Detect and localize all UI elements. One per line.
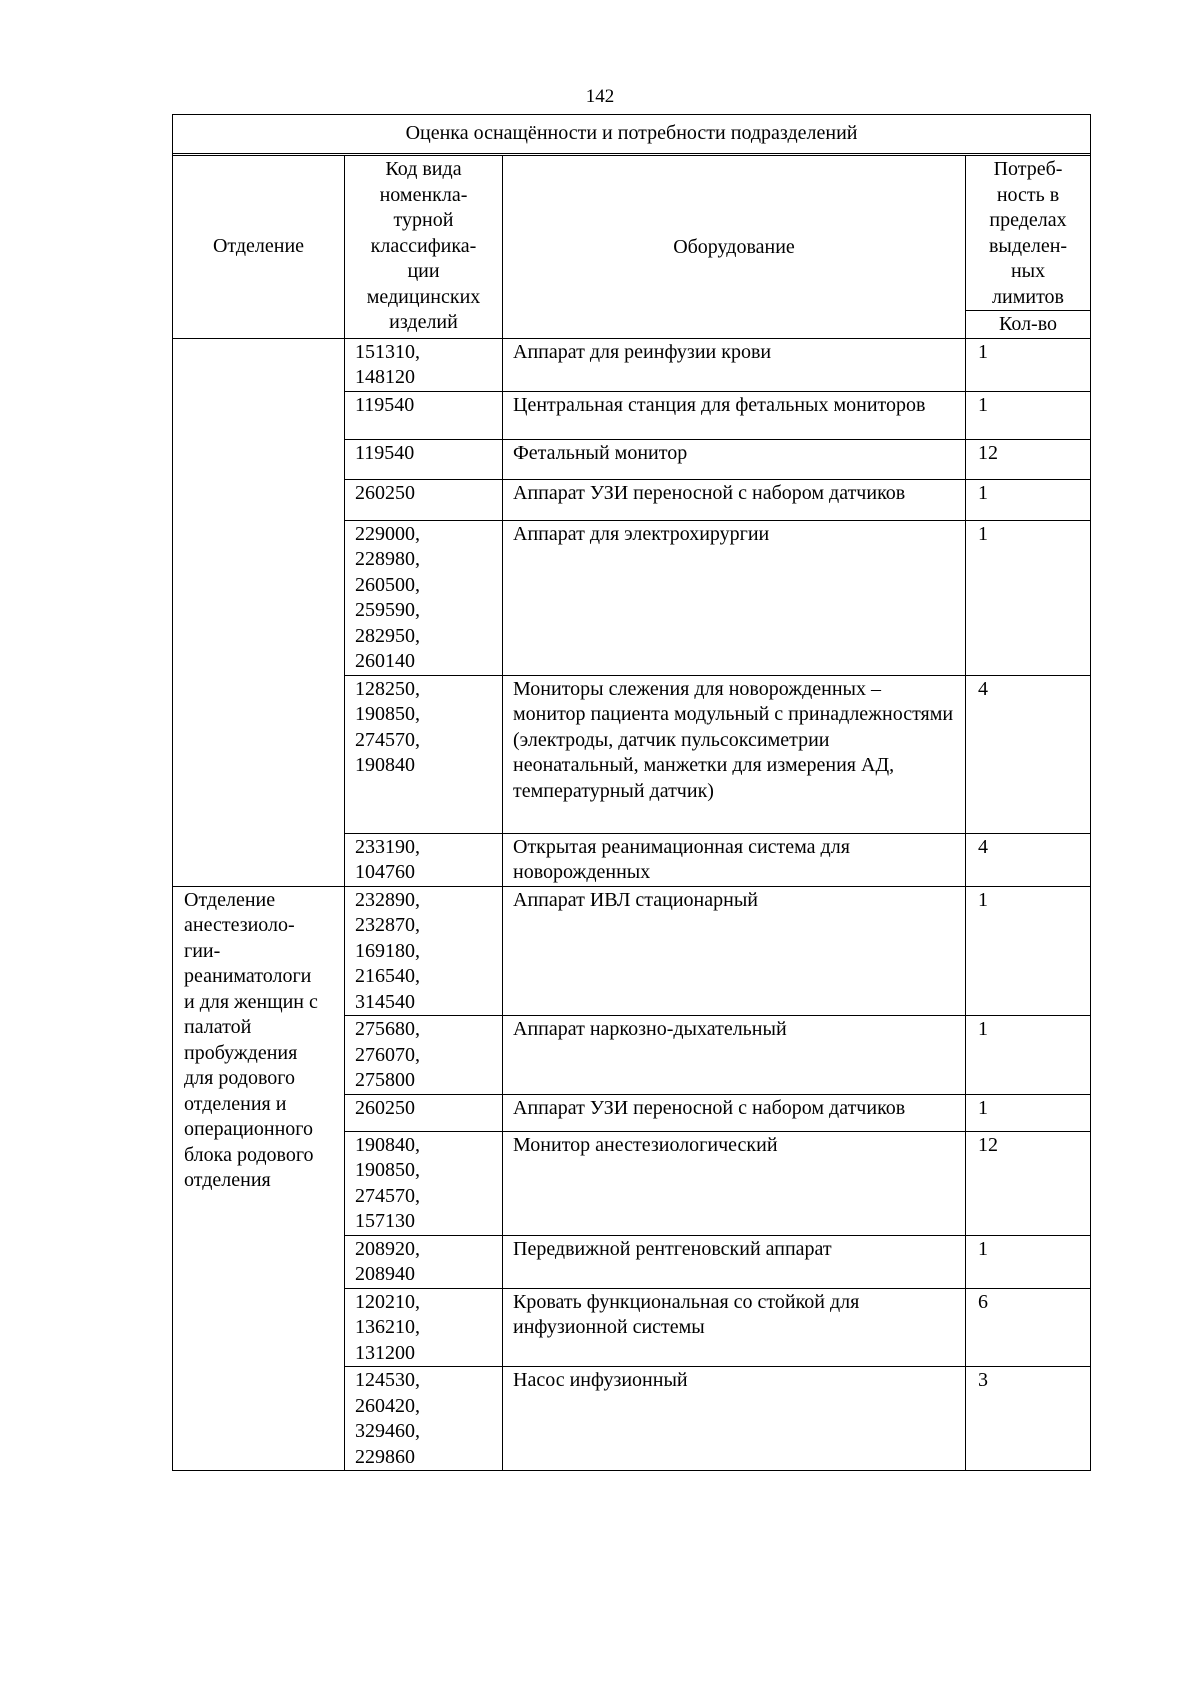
- code-line: 260500,: [355, 573, 420, 596]
- code-line: 190850,: [355, 1159, 420, 1181]
- code-line: 282950,: [355, 624, 420, 647]
- code-line: 169180,: [355, 939, 420, 962]
- header-need-line: ность в: [996, 183, 1060, 206]
- header-code-line: изделий: [389, 311, 458, 333]
- equipment-cell: Центральная станция для фетальных мониторов: [503, 391, 966, 439]
- code-line: 190840: [355, 754, 415, 776]
- quantity-cell: 1: [966, 479, 1091, 520]
- equipment-cell: Аппарат для реинфузии крови: [503, 338, 966, 391]
- table-row: [173, 338, 1091, 391]
- department-line: операционного: [184, 1118, 313, 1140]
- code-line: 216540,: [355, 965, 420, 987]
- code-cell: [345, 1016, 503, 1095]
- quantity-cell: 1: [966, 886, 1091, 1016]
- code-line: 190840,: [355, 1133, 420, 1156]
- header-code: [345, 156, 503, 339]
- equipment-cell: Аппарат УЗИ переносной с набором датчиков: [503, 479, 966, 520]
- header-code-line: медицинских: [366, 285, 481, 308]
- quantity-cell: 1: [966, 520, 1091, 675]
- equipment-cell: Монитор анестезиологический: [503, 1131, 966, 1235]
- quantity-cell: 12: [966, 1131, 1091, 1235]
- code-cell: [345, 675, 503, 833]
- table-title: Оценка оснащённости и потребности подразделений: [173, 115, 1091, 154]
- department-line: отделения и: [184, 1092, 287, 1115]
- header-need-line: ных: [1010, 260, 1046, 282]
- code-line: 119540: [355, 441, 415, 464]
- header-code-line: номенкла-: [379, 183, 468, 206]
- equipment-cell: Аппарат наркозно-дыхательный: [503, 1016, 966, 1095]
- code-line: 229000,: [355, 522, 420, 545]
- code-cell: [345, 1131, 503, 1235]
- equipment-cell: Передвижной рентгеновский аппарат: [503, 1235, 966, 1288]
- code-cell: [345, 833, 503, 886]
- code-line: 131200: [355, 1341, 415, 1364]
- code-line: 208920,: [355, 1237, 420, 1260]
- quantity-cell: 4: [966, 833, 1091, 886]
- code-line: 232890,: [355, 888, 420, 911]
- department-line: для родового: [184, 1067, 295, 1089]
- code-line: 232870,: [355, 914, 420, 936]
- quantity-cell: 1: [966, 1094, 1091, 1131]
- code-line: 190850,: [355, 703, 420, 725]
- department-line: гии-: [184, 939, 221, 962]
- department-line: Отделение: [184, 888, 276, 911]
- code-line: 151310,: [355, 340, 420, 363]
- code-cell: [345, 1367, 503, 1471]
- code-line: 119540: [355, 393, 415, 416]
- code-line: 259590,: [355, 599, 420, 621]
- table-row: [173, 886, 1091, 1016]
- quantity-cell: 4: [966, 675, 1091, 833]
- header-department: Отделение: [173, 156, 345, 339]
- code-line: 157130: [355, 1210, 415, 1232]
- equipment-cell: Кровать функциональная со стойкой для инфузионной системы: [503, 1288, 966, 1367]
- quantity-cell: 1: [966, 1016, 1091, 1095]
- department-cell: [173, 886, 345, 1471]
- equipment-cell: Аппарат УЗИ переносной с набором датчиков: [503, 1094, 966, 1131]
- code-cell: [345, 1094, 503, 1131]
- code-line: 260420,: [355, 1394, 420, 1417]
- code-line: 329460,: [355, 1420, 420, 1442]
- code-cell: [345, 338, 503, 391]
- code-cell: [345, 479, 503, 520]
- code-line: 274570,: [355, 728, 420, 751]
- header-code-line: Код вида: [385, 158, 462, 180]
- code-line: 104760: [355, 861, 415, 883]
- code-line: 229860: [355, 1445, 415, 1468]
- department-line: палатой: [184, 1016, 252, 1038]
- quantity-cell: 3: [966, 1367, 1091, 1471]
- code-line: 233190,: [355, 835, 420, 858]
- department-line: реаниматологи: [184, 965, 312, 987]
- code-cell: [345, 391, 503, 439]
- header-code-line: ции: [407, 260, 440, 282]
- header-code-line: классифика-: [370, 234, 477, 257]
- header-code-line: турной: [393, 209, 454, 231]
- equipment-cell: Аппарат ИВЛ стационарный: [503, 886, 966, 1016]
- code-line: 314540: [355, 990, 415, 1013]
- code-cell: [345, 1235, 503, 1288]
- department-line: отделения: [184, 1169, 271, 1191]
- equipment-cell: Насос инфузионный: [503, 1367, 966, 1471]
- code-cell: [345, 439, 503, 479]
- code-line: 260140: [355, 650, 415, 672]
- code-line: 124530,: [355, 1369, 420, 1391]
- header-need: [966, 156, 1091, 311]
- department-line: блока родового: [184, 1143, 314, 1166]
- code-line: 275800: [355, 1069, 415, 1091]
- page-number: 142: [585, 86, 615, 107]
- header-quantity: Кол-во: [966, 311, 1091, 339]
- department-line: анестезиоло-: [184, 914, 295, 936]
- code-line: 228980,: [355, 548, 420, 570]
- department-line: пробуждения: [184, 1041, 298, 1064]
- department-cell: [173, 338, 345, 886]
- header-need-line: лимитов: [992, 285, 1064, 308]
- code-cell: [345, 520, 503, 675]
- equipment-table: [172, 114, 1091, 1471]
- code-line: 208940: [355, 1263, 415, 1285]
- header-need-line: пределах: [989, 209, 1067, 231]
- code-line: 274570,: [355, 1184, 420, 1207]
- equipment-cell: Аппарат для электрохирургии: [503, 520, 966, 675]
- header-need-line: Потреб-: [993, 158, 1063, 180]
- department-line: и для женщин с: [184, 990, 318, 1013]
- header-equipment: Оборудование: [503, 156, 966, 339]
- table-title-row: [173, 115, 1091, 154]
- equipment-table-body: [173, 115, 1091, 1471]
- code-line: 128250,: [355, 677, 420, 700]
- quantity-cell: 1: [966, 391, 1091, 439]
- code-line: 276070,: [355, 1043, 420, 1066]
- quantity-cell: 1: [966, 338, 1091, 391]
- code-line: 260250: [355, 1096, 415, 1119]
- quantity-cell: 12: [966, 439, 1091, 479]
- code-line: 136210,: [355, 1316, 420, 1338]
- equipment-cell: Фетальный монитор: [503, 439, 966, 479]
- code-line: 260250: [355, 481, 415, 504]
- quantity-cell: 6: [966, 1288, 1091, 1367]
- code-line: 120210,: [355, 1290, 420, 1313]
- code-cell: [345, 1288, 503, 1367]
- code-line: 275680,: [355, 1018, 420, 1040]
- code-line: 148120: [355, 366, 415, 388]
- table-header-row: [173, 156, 1091, 311]
- equipment-cell: Открытая реанимационная система для новорожденных: [503, 833, 966, 886]
- code-cell: [345, 886, 503, 1016]
- quantity-cell: 1: [966, 1235, 1091, 1288]
- header-need-line: выделен-: [988, 234, 1068, 257]
- equipment-cell: Мониторы слежения для новорожденных – монитор пациента модульный с принадлежностями (электроды, датчик пульсоксиметрии неонатальный, манжетки для измерения АД, температурный датчик): [503, 675, 966, 833]
